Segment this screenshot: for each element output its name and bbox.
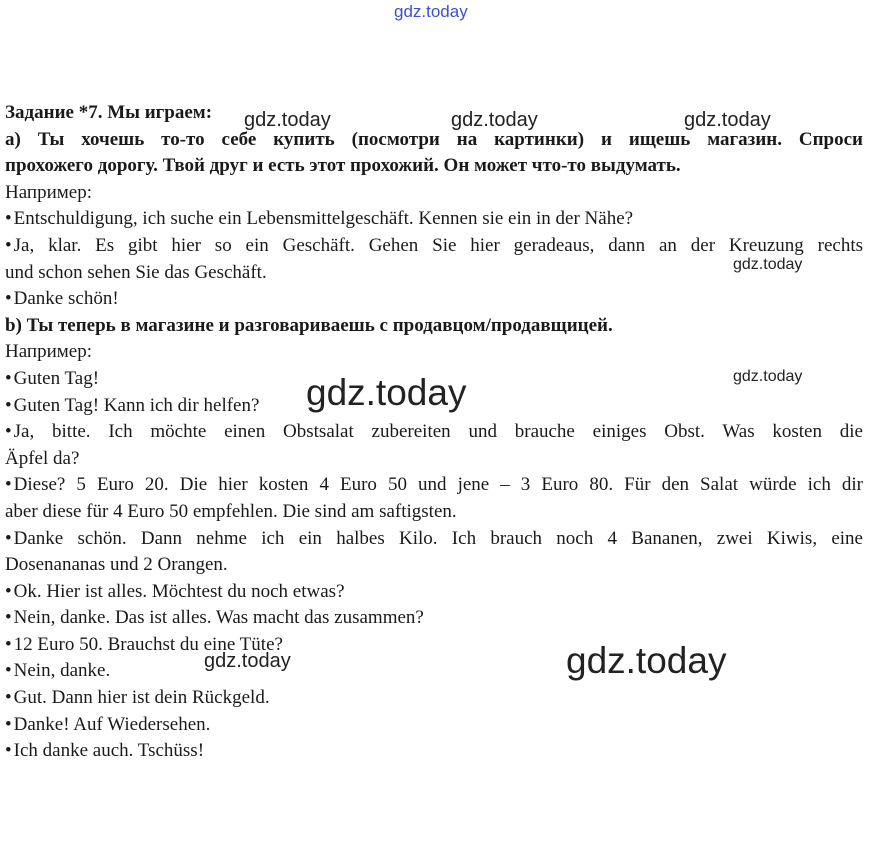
dialogue-line-cont: aber diese für 4 Euro 50 empfehlen. Die sind am saftigsten. [5, 500, 457, 522]
dialogue-line [5, 579, 863, 606]
dialogue-line [5, 419, 863, 446]
watermark-large: gdz.today [566, 640, 727, 681]
dialogue-line [5, 472, 863, 499]
dialogue-text: Ja, klar. Es gibt hier so ein Geschäft. Gehen Sie hier geradeaus, dann an der Kreuzung rechts [13, 234, 863, 256]
dialogue-text: Ja, bitte. Ich möchte einen Obstsalat zubereiten und brauche einiges Obst. Was kosten die [13, 421, 863, 443]
dialogue-line-cont: Äpfel da? [5, 447, 80, 469]
watermark: gdz.today [244, 109, 331, 131]
watermark: gdz.today [204, 650, 291, 672]
task-a-line-2: прохожего дорогу. Твой друг и есть этот прохожий. Он может что-то выдумать. [5, 155, 681, 177]
dialogue-line [5, 233, 863, 260]
dialogue-text: Danke! Auf Wiedersehen. [13, 713, 211, 735]
dialogue-line [5, 366, 863, 393]
exercise-document [5, 100, 863, 765]
example-label-b: Например: [5, 341, 92, 363]
dialogue-line [5, 605, 863, 632]
watermark: gdz.today [733, 368, 803, 385]
dialogue-text: Nein, danke. [13, 660, 111, 682]
dialogue-text: Entschuldigung, ich suche ein Lebensmittelgeschäft. Kennen sie ein in der Nähe? [13, 208, 634, 230]
watermark: gdz.today [733, 256, 803, 273]
example-label-a: Например: [5, 181, 92, 203]
watermark-top: gdz.today [394, 2, 468, 21]
dialogue-line [5, 393, 863, 420]
dialogue-text: Ich danke auch. Tschüss! [13, 740, 205, 762]
dialogue-line [5, 658, 863, 685]
dialogue-line [5, 526, 863, 553]
dialogue-text: Guten Tag! [13, 367, 100, 389]
dialogue-text: Ok. Hier ist alles. Möchtest du noch etwas? [13, 580, 345, 602]
dialogue-line [5, 632, 863, 659]
dialogue-line [5, 685, 863, 712]
dialogue-text: Nein, danke. Das ist alles. Was macht das zusammen? [13, 607, 424, 629]
dialogue-text: Guten Tag! Kann ich dir helfen? [13, 394, 260, 416]
exercise-title: Задание *7. Мы играем: [5, 102, 213, 123]
dialogue-line [5, 712, 863, 739]
dialogue-text: Diese? 5 Euro 20. Die hier kosten 4 Euro 50 und jene – 3 Euro 80. Für den Salat würde ich dir [13, 474, 863, 496]
watermark: gdz.today [451, 109, 538, 131]
dialogue-line-cont: Dosenananas und 2 Orangen. [5, 554, 228, 576]
watermark: gdz.today [684, 109, 771, 131]
dialogue-line [5, 286, 863, 313]
dialogue-text: Gut. Dann hier ist dein Rückgeld. [13, 687, 270, 709]
task-a-line-1: a) Ты хочешь то-то себе купить (посмотри на картинки) и ищешь магазин. Спроси [5, 128, 863, 150]
task-b: b) Ты теперь в магазине и разговариваешь с продавцом/продавщицей. [5, 314, 613, 336]
dialogue-text: Danke schön. Dann nehme ich ein halbes Kilo. Ich brauch noch 4 Bananen, zwei Kiwis, eine [13, 527, 863, 549]
dialogue-line-cont: und schon sehen Sie das Geschäft. [5, 261, 267, 283]
dialogue-text: Danke schön! [13, 288, 119, 310]
dialogue-line [5, 738, 863, 765]
watermark-large: gdz.today [306, 372, 467, 413]
dialogue-line [5, 206, 863, 233]
dialogue-text: 12 Euro 50. Brauchst du eine Tüte? [13, 633, 283, 655]
